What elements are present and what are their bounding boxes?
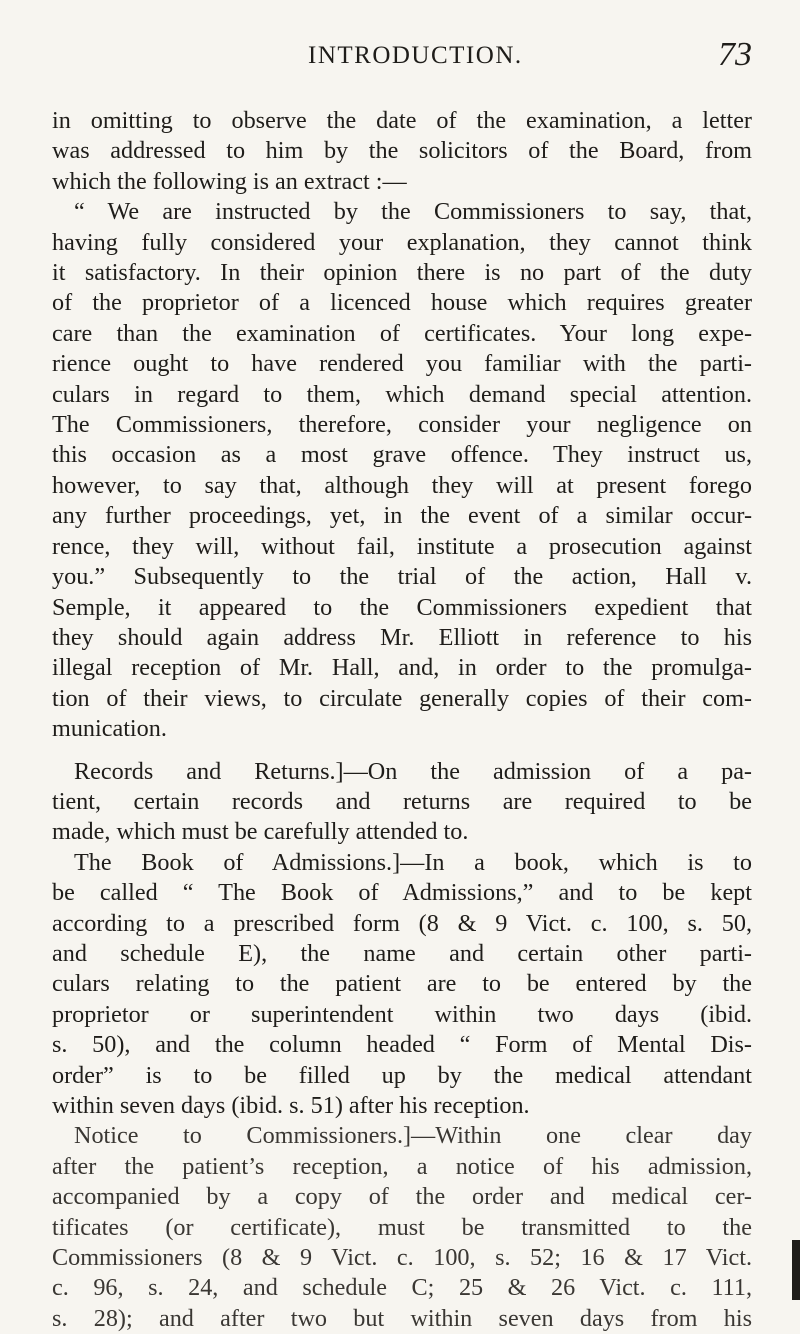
text-line: according to a prescribed form (8 & 9 Vict. c. 100, s. 50, <box>52 909 752 937</box>
text-line: and schedule E), the name and certain other parti- <box>52 939 752 967</box>
text-line: culars in regard to them, which demand special attention. <box>52 380 752 408</box>
text-line: “ We are instructed by the Commissioners to say, that, <box>74 198 752 226</box>
text-line: of the proprietor of a licenced house which requires greater <box>52 289 752 317</box>
text-line: in omitting to observe the date of the examination, a letter <box>52 107 752 134</box>
text-line: The Book of Admissions.]—In a book, which is to <box>74 848 752 876</box>
paragraph-notice-to-commissioners <box>52 1121 752 1334</box>
page-edge-mark <box>792 1240 800 1300</box>
page-number: 73 <box>718 36 752 73</box>
text-line: within seven days (ibid. s. 51) after his reception. <box>52 1092 530 1119</box>
text-line: was addressed to him by the solicitors of the Board, from <box>52 137 752 165</box>
text-line: s. 50), and the column headed “ Form of Mental Dis- <box>52 1031 752 1059</box>
text-line: tificates (or certificate), must be transmitted to the <box>52 1213 752 1241</box>
text-line: made, which must be carefully attended to. <box>52 818 469 846</box>
text-line: any further proceedings, yet, in the event of a similar occur- <box>52 502 752 530</box>
text-line: be called “ The Book of Admissions,” and to be kept <box>52 879 752 907</box>
text-line: illegal reception of Mr. Hall, and, in order to the promulga- <box>52 654 752 682</box>
text-line: tient, certain records and returns are required to be <box>52 787 752 815</box>
text-line: after the patient’s reception, a notice of his admission, <box>52 1152 752 1180</box>
text-line: rience ought to have rendered you familiar with the parti- <box>52 350 752 378</box>
text-line: it satisfactory. In their opinion there is no part of the duty <box>52 259 752 287</box>
body-text <box>52 106 752 1334</box>
paragraph-quotation <box>52 197 752 744</box>
text-line: you.” Subsequently to the trial of the action, Hall v. <box>52 563 752 591</box>
paragraph-book-of-admissions <box>52 848 752 1122</box>
text-line: which the following is an extract :— <box>52 167 407 195</box>
text-line: Commissioners (8 & 9 Vict. c. 100, s. 52; 16 & 17 Vict. <box>52 1244 752 1272</box>
text-line: The Commissioners, therefore, consider your negligence on <box>52 411 752 439</box>
paragraph-records-and-returns <box>52 757 752 848</box>
text-line: proprietor or superintendent within two days (ibid. <box>52 1000 752 1028</box>
text-line: s. 28); and after two but within seven days from his <box>52 1304 752 1332</box>
text-line: this occasion as a most grave offence. They instruct us, <box>52 441 752 469</box>
text-line: culars relating to the patient are to be entered by the <box>52 970 752 998</box>
text-line: having fully considered your explanation, they cannot think <box>52 228 752 256</box>
text-line: accompanied by a copy of the order and medical cer- <box>52 1183 752 1211</box>
page-header <box>0 36 800 92</box>
text-line: Semple, it appeared to the Commissioners expedient that <box>52 593 752 621</box>
text-line: c. 96, s. 24, and schedule C; 25 & 26 Vict. c. 111, <box>52 1274 752 1302</box>
text-line: care than the examination of certificates. Your long expe- <box>52 319 752 347</box>
paragraph-intro <box>52 106 752 197</box>
text-line: they should again address Mr. Elliott in reference to his <box>52 623 752 651</box>
text-line: order” is to be filled up by the medical attendant <box>52 1061 752 1089</box>
text-line: rence, they will, without fail, institute a prosecution against <box>52 532 752 560</box>
text-line: Notice to Commissioners.]—Within one clear day <box>74 1122 752 1150</box>
text-line: tion of their views, to circulate generally copies of their com- <box>52 684 752 712</box>
text-line: Records and Returns.]—On the admission of a pa- <box>74 757 752 785</box>
running-title: INTRODUCTION. <box>308 42 523 69</box>
text-line: however, to say that, although they will at present forego <box>52 471 752 499</box>
text-line: munication. <box>52 715 167 743</box>
